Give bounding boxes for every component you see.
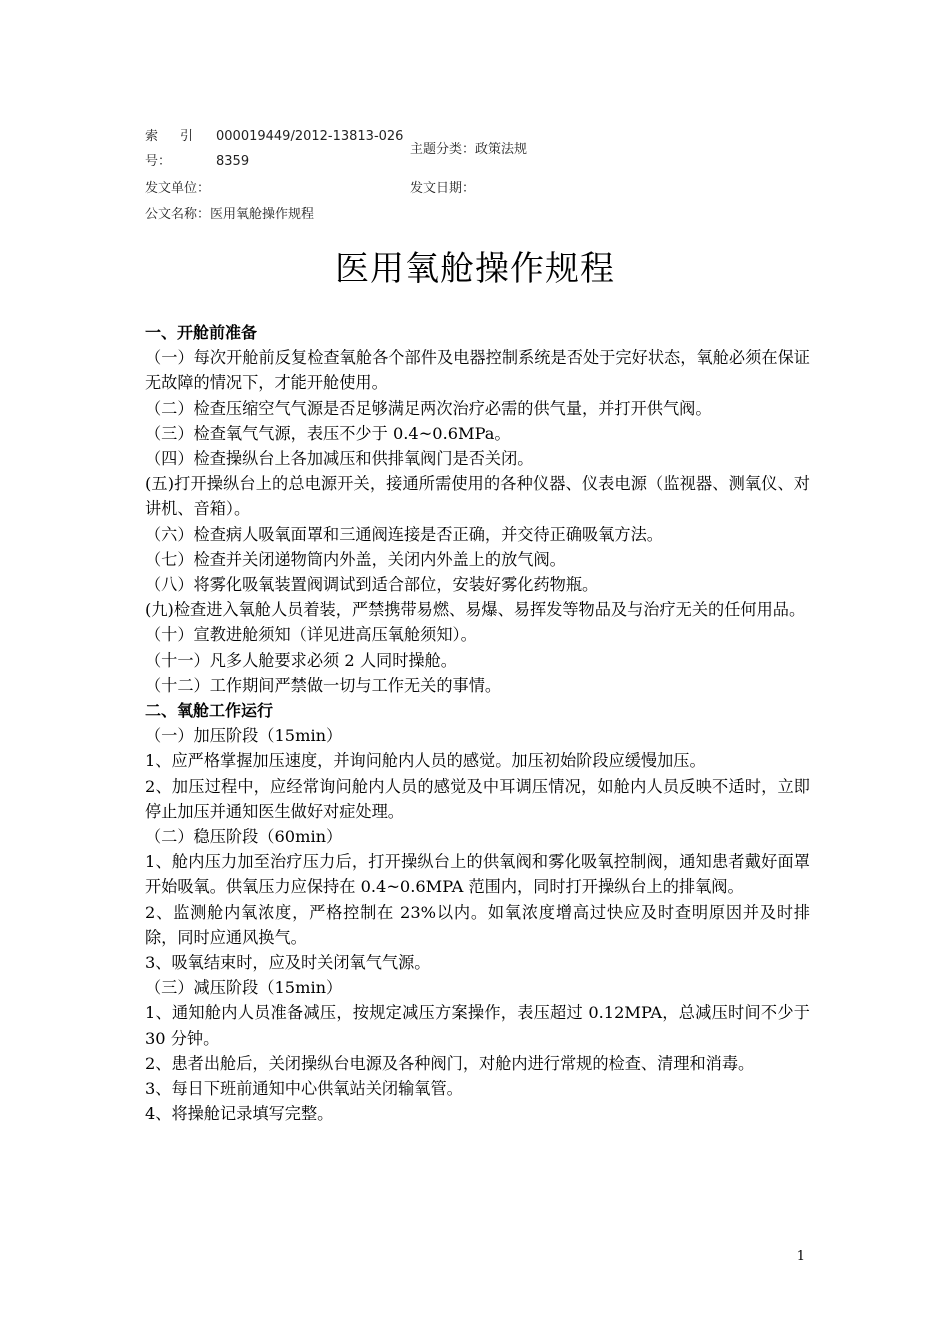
document-meta (145, 124, 665, 228)
meta-row-docname (145, 202, 665, 228)
topic-category: 主题分类：政策法规 (410, 142, 528, 157)
paragraph: （六）检查病人吸氧面罩和三通阀连接是否正确，并交待正确吸氧方法。 (145, 524, 663, 544)
index-label-char: 引 (179, 129, 193, 144)
paragraph: （十二）工作期间严禁做一切与工作无关的事情。 (145, 675, 502, 695)
paragraph: （二）稳压阶段（60min） (145, 827, 343, 847)
paragraph: 2、患者出舱后，关闭操纵台电源及各种阀门，对舱内进行常规的检查、清理和消毒。 (145, 1053, 755, 1073)
paragraph: （一）加压阶段（15min） (145, 726, 343, 746)
paragraph: （十一）凡多人舱要求必须 2 人同时操舱。 (145, 650, 457, 670)
paragraph: （三）减压阶段（15min） (145, 978, 343, 998)
index-label-tail: 号： (145, 154, 172, 169)
page-title: 医用氧舱操作规程 (335, 249, 615, 289)
paragraph: （八）将雾化吸氧装置阀调试到适合部位，安装好雾化药物瓶。 (145, 575, 599, 595)
paragraph: （二）检查压缩空气气源是否足够满足两次治疗必需的供气量，并打开供气阀。 (145, 398, 712, 418)
paragraph: （四）检查操纵台上各加减压和供排氧阀门是否关闭。 (145, 449, 534, 469)
page-number: 1 (796, 1249, 805, 1264)
paragraph: 1、舱内压力加至治疗压力后，打开操纵台上的供氧阀和雾化吸氧控制阀，通知患者戴好面罩开始吸氧。供氧压力应保持在 0.4~0.6MPA 范围内，同时打开操纵台上的排氧阀。 (145, 852, 810, 897)
index-value: 000019449/2012-13813-0268359 (216, 129, 404, 169)
paragraph: 2、加压过程中，应经常询问舱内人员的感觉及中耳调压情况，如舱内人员反映不适时，立即停止加压并通知医生做好对症处理。 (145, 776, 810, 821)
paragraph: 4、将操舱记录填写完整。 (145, 1104, 334, 1124)
meta-row-index (145, 124, 665, 176)
section-heading: 二、氧舱工作运行 (145, 701, 274, 721)
issuer-label: 发文单位： (145, 181, 211, 196)
paragraph: （三）检查氧气气源，表压不少于 0.4~0.6MPa。 (145, 423, 511, 443)
index-label (145, 124, 207, 174)
paragraph: （一）每次开舱前反复检查氧舱各个部件及电器控制系统是否处于完好状态，氧舱必须在保证无故障的情况下，才能开舱使用。 (145, 348, 810, 393)
paragraph: 1、应严格掌握加压速度，并询问舱内人员的感觉。加压初始阶段应缓慢加压。 (145, 751, 706, 771)
paragraph: (九)检查进入氧舱人员着装，严禁携带易燃、易爆、易挥发等物品及与治疗无关的任何用品。 (145, 600, 806, 620)
meta-row-issuer (145, 176, 665, 202)
section-heading: 一、开舱前准备 (145, 323, 258, 342)
paragraph: （七）检查并关闭递物筒内外盖，关闭内外盖上的放气阀。 (145, 549, 566, 569)
date-label: 发文日期： (410, 181, 476, 196)
paragraph: 3、每日下班前通知中心供氧站关闭输氧管。 (145, 1079, 463, 1099)
paragraph: （十）宣教进舱须知（详见进高压氧舱须知）。 (145, 625, 477, 645)
paragraph: 2、监测舱内氧浓度，严格控制在 23%以内。如氧浓度增高过快应及时查明原因并及时排除，同时应通风换气。 (145, 902, 810, 947)
index-label-char: 索 (145, 129, 159, 144)
document-body (145, 320, 810, 1127)
paragraph: 3、吸氧结束时，应及时关闭氧气气源。 (145, 953, 431, 973)
paragraph: 1、通知舱内人员准备减压，按规定减压方案操作，表压超过 0.12MPA，总减压时间不少于 30 分钟。 (145, 1003, 810, 1048)
document-name: 公文名称：医用氧舱操作规程 (145, 207, 315, 222)
paragraph: (五)打开操纵台上的总电源开关，接通所需使用的各种仪器、仪表电源（监视器、测氧仪、对讲机、音箱）。 (145, 474, 810, 519)
